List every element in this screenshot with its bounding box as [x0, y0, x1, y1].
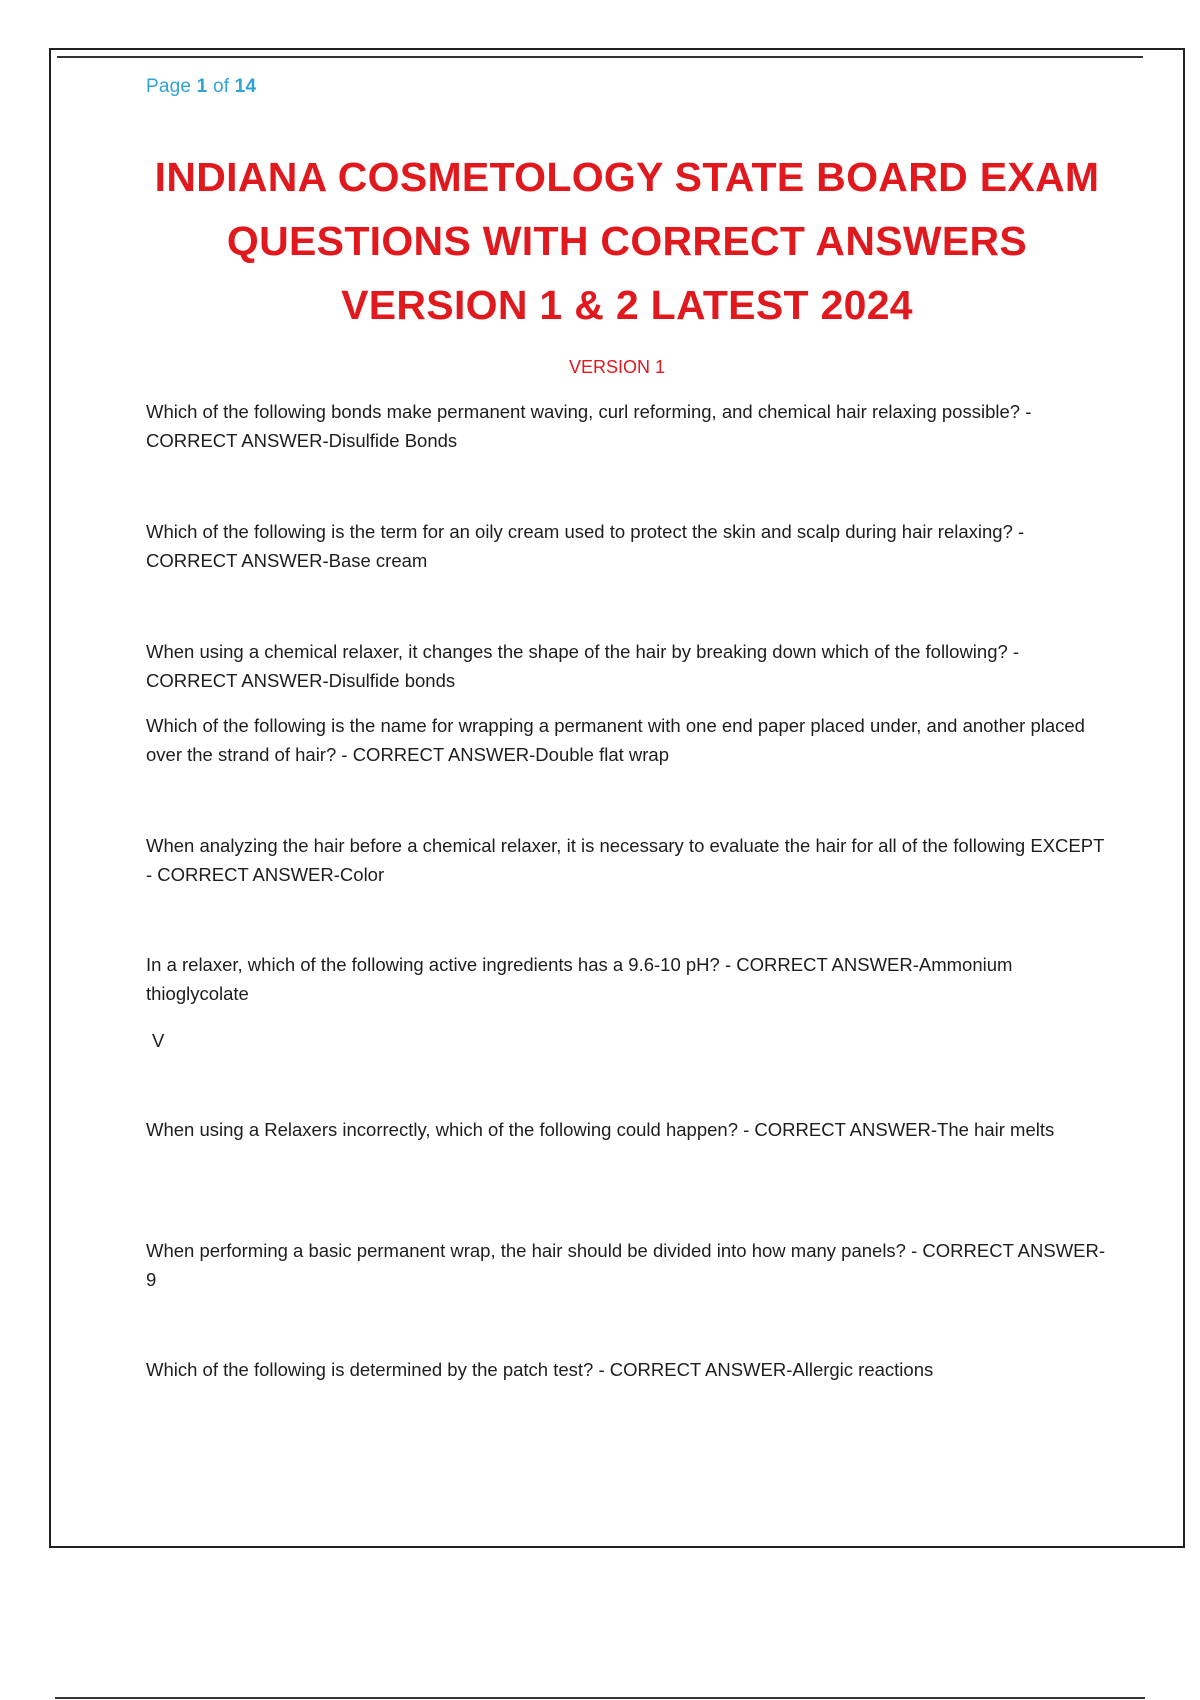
page-total: 14	[234, 76, 257, 97]
question-4: Which of the following is the name for wrapping a permanent with one end paper placed under, and another placed over the strand of hair? - CORRECT ANSWER-Double flat wrap	[146, 715, 1085, 765]
question-6: In a relaxer, which of the following active ingredients has a 9.6-10 pH? - CORRECT ANSWER-Ammonium thioglycolate	[146, 954, 1013, 1004]
question-8: When performing a basic permanent wrap, the hair should be divided into how many panels? - CORRECT ANSWER-9	[146, 1240, 1106, 1290]
document-title	[91, 145, 1163, 337]
top-rule	[57, 56, 1143, 58]
title-line-1: INDIANA COSMETOLOGY STATE BOARD EXAM	[154, 154, 1100, 200]
question-2: Which of the following is the term for an oily cream used to protect the skin and scalp during hair relaxing? - CORRECT ANSWER-Base cream	[146, 521, 1025, 571]
page-number	[146, 76, 256, 98]
question-3: When using a chemical relaxer, it changes the shape of the hair by breaking down which of the following? - CORRECT ANSWER-Disulfide bonds	[146, 641, 1020, 691]
question-9: Which of the following is determined by the patch test? - CORRECT ANSWER-Allergic reactions	[146, 1359, 934, 1380]
version-label: VERSION 1	[568, 357, 666, 377]
page-current: 1	[196, 76, 208, 97]
question-5: When analyzing the hair before a chemical relaxer, it is necessary to evaluate the hair for all of the following EXCEPT - CORRECT ANSWER-Color	[146, 835, 1105, 885]
page-of: of	[212, 76, 230, 97]
title-line-3: VERSION 1 & 2 LATEST 2024	[341, 282, 913, 328]
page-prefix: Page	[146, 76, 192, 97]
question-1: Which of the following bonds make permanent waving, curl reforming, and chemical hair relaxing possible? - CORRECT ANSWER-Disulfide Bonds	[146, 401, 1032, 451]
page-frame	[49, 48, 1185, 1548]
stray-character: V	[152, 1030, 165, 1051]
question-7: When using a Relaxers incorrectly, which of the following could happen? - CORRECT ANSWER-The hair melts	[146, 1119, 1055, 1140]
title-line-2: QUESTIONS WITH CORRECT ANSWERS	[226, 218, 1028, 264]
bottom-rule	[55, 1697, 1145, 1699]
